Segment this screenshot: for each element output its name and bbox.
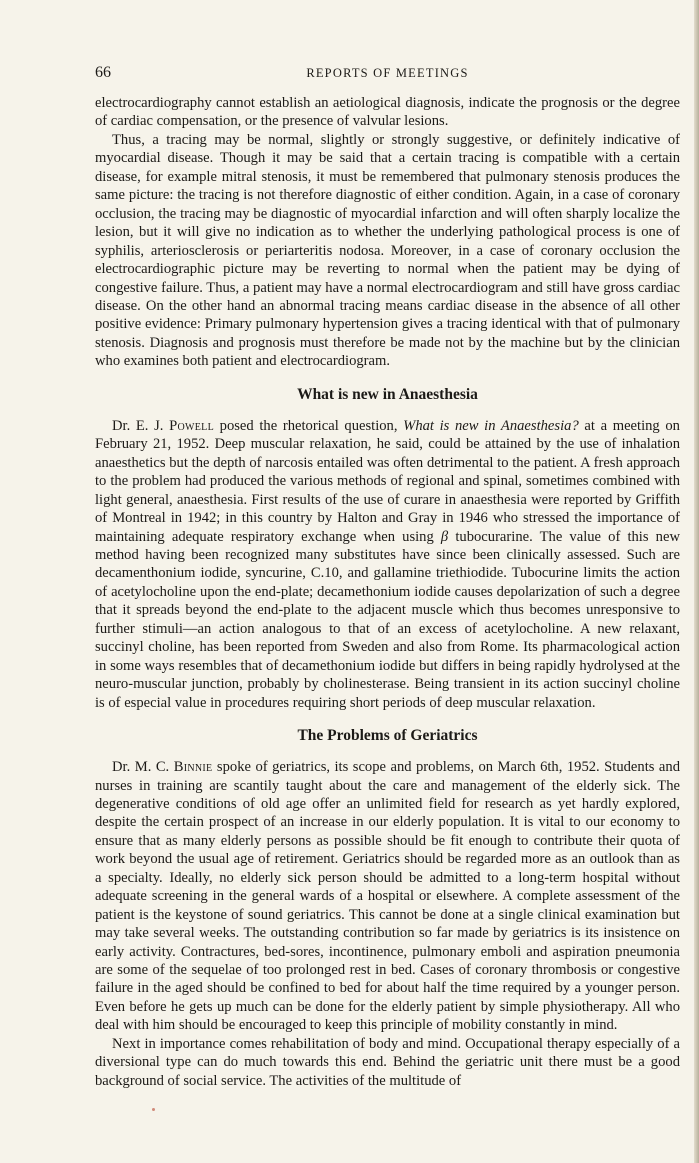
paragraph-continuation: electrocardiography cannot establish an aetiological diagnosis, indicate the prognosis or the degree of cardiac compensation, or the presence of valvular lesions.: [95, 95, 680, 130]
running-title: REPORTS OF MEETINGS: [306, 66, 469, 80]
paragraph-anaesthesia: Dr. E. J. Powell posed the rhetorical question, What is new in Anaesthesia? at a meeting on February 21, 1952. Deep muscular relaxation, he said, could be attained by the use of inhalation anaesthetics but the depth of narcosis entailed was often detrimental to the patient. A fresh approach to the problem had produced the various methods of regional and spinal, sometimes combined with light general, anaesthesia. First results of the use of curare in anaesthesia were reported by Griffith of Montreal in 1942; in this country by Halton and Gray in 1946 who stressed the importance of maintaining adequate respiratory exchange when using β tubocurarine. The value of this new method having been recognized many substitutes have since been clinically assessed. Such are decamenthonium iodide, syncurine, C.10, and gallamine triethiodide. Tubocurine limits the action of acetylocholine upon the end-plate; decamethonium iodide causes depolarization of such a degree that it spreads beyond the end-plate to the adjacent muscle which thus becomes unresponsive to further stimuli—an action analogous to that of an excess of acetylocholine. A new relaxant, succinyl choline, has been reported from Sweden and also from Rome. Its pharmacological action in some ways resembles that of decamethonium iodide but differs in being rapidly hydrolysed at the neuro-muscular junction, probably by cholinesterase. Being transient in its action succinyl choline is of especial value in procedures requiring short periods of deep muscular relaxation.: [95, 417, 680, 711]
paragraph-geriatrics: Dr. M. C. Binnie spoke of geriatrics, its scope and problems, on March 6th, 1952. Students and nurses in training are scantily taught about the care and management of the elderly sick. The degenerative conditions of old age offer an unlimited field for research as yet hardly explored, despite the certain prospect of an increase in our elderly population. It is vital to our economy to ensure that as many elderly persons as possible should be fit enough to contribute their quota of work beyond the usual age of retirement. Geriatrics should be regarded more as an outlook than as a specialty. Ideally, no elderly sick person should be admitted to a long-term hospital without adequate screening in the general wards of a hospital or elsewhere. A complete assessment of the patient is the keystone of sound geriatrics. This cannot be done at a single clinical examination but may take several weeks. The outstanding contribution so far made by geriatrics is its insistence on early activity. Contractures, bed-sores, incontinence, pulmonary emboli and aspiration pneumonia are some of the sequelae of too prolonged rest in bed. Cases of coronary thrombosis or congestive failure in the aged should be confined to bed for about half the time required by a younger person. Even before he gets up much can be done for the elderly patient by simple physiotherapy. All who deal with him should be encouraged to keep this principle of mobility constantly in mind.: [95, 759, 680, 1034]
paragraph-rehabilitation: Next in importance comes rehabilitation of body and mind. Occupational therapy especially of a diversional type can do much towards this end. Behind the geriatric unit there must be a good background of social service. The activities of the multitude of: [95, 1035, 680, 1089]
beta-symbol: β: [440, 528, 449, 545]
talk-title: What is new in Anaesthesia?: [403, 417, 579, 434]
paragraph-tracing: Thus, a tracing may be normal, slightly or strongly suggestive, or definitely indicative of myocardial disease. Though it may be said that a certain tracing is compatible with a certain disease, for example mitral stenosis, it must be remembered that pulmonary stenosis produces the same picture: the tracing is not therefore diagnostic of either condition. Again, in a case of coronary occlusion, the tracing may be diagnostic of myocardial infarction and will often sharply localize the lesion, but it will give no indication as to whether the underlying pathological process is one of syphilis, arteriosclerosis or periarteritis nodosa. Moreover, in a case of coronary occlusion the electrocardiographic picture may be reverting to normal when the patient may be dying of congestive failure. Thus, a patient may have a normal electrocardiogram and still have gross cardiac disease. On the other hand an abnormal tracing means cardiac disease in the absence of all other positive evidence: Primary pulmonary hypertension gives a tracing identical with that of pulmonary stenosis. Diagnosis and prognosis must therefore be made not by the machine but by the clinician who examines both patient and electrocardiogram.: [95, 131, 680, 370]
page-edge-shadow: [694, 0, 699, 1163]
article-body: [95, 94, 680, 1090]
speaker-name: Binnie: [173, 759, 213, 776]
section-heading-anaesthesia: What is new in Anaesthesia: [297, 385, 478, 403]
page-header: [95, 64, 680, 84]
page-number: 66: [95, 64, 111, 81]
speaker-name: Powell: [169, 417, 214, 434]
paper-speck: [152, 1108, 155, 1111]
section-heading-geriatrics: The Problems of Geriatrics: [297, 727, 478, 745]
